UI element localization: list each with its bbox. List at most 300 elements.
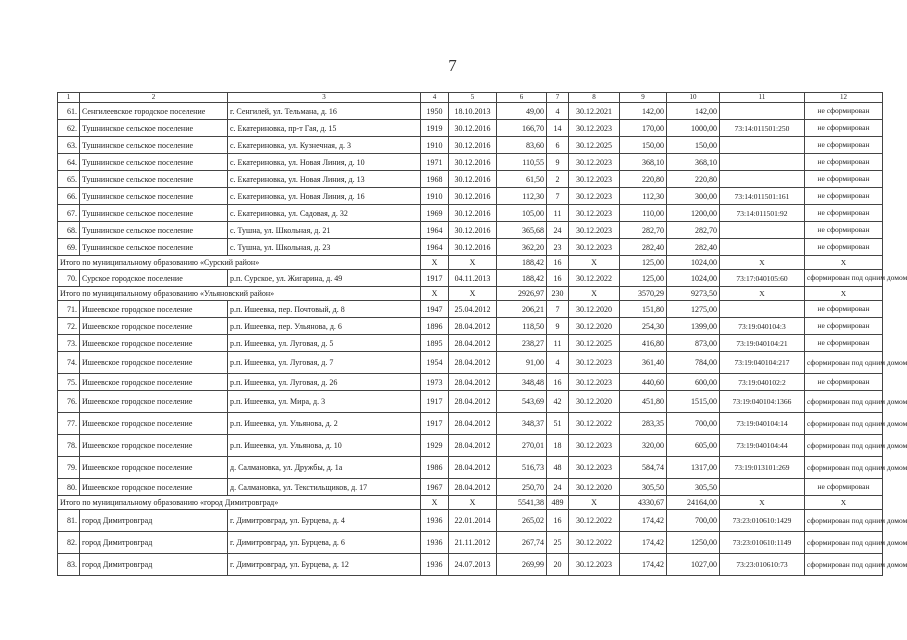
deadline-cell: 30.12.2025 xyxy=(569,335,620,352)
area-cell: 267,74 xyxy=(497,532,547,554)
cost-cell: 873,00 xyxy=(667,335,720,352)
column-number: 7 xyxy=(547,93,569,103)
count-cell: 25 xyxy=(547,532,569,554)
table-row xyxy=(58,391,883,413)
price-cell: 174,42 xyxy=(620,532,667,554)
land-status-cell: не сформирован xyxy=(805,205,883,222)
cadastral-number-cell: 73:19:013101:269 xyxy=(720,457,805,479)
table-row xyxy=(58,137,883,154)
table-row xyxy=(58,457,883,479)
year-cell: 1917 xyxy=(421,391,449,413)
year-cell: 1936 xyxy=(421,510,449,532)
cadastral-number-cell xyxy=(720,479,805,496)
land-status-cell: не сформирован xyxy=(805,103,883,120)
date-cell: X xyxy=(449,287,497,301)
column-number: 4 xyxy=(421,93,449,103)
deadline-cell: 30.12.2023 xyxy=(569,435,620,457)
deadline-cell: 30.12.2023 xyxy=(569,457,620,479)
count-cell: 48 xyxy=(547,457,569,479)
date-cell: 18.10.2013 xyxy=(449,103,497,120)
land-status-cell: сформирован под одним домом xyxy=(805,435,883,457)
area-cell: 5541,38 xyxy=(497,496,547,510)
count-cell: 6 xyxy=(547,137,569,154)
count-cell: 20 xyxy=(547,554,569,576)
area-cell: 61,50 xyxy=(497,171,547,188)
deadline-cell: 30.12.2023 xyxy=(569,222,620,239)
count-cell: 9 xyxy=(547,318,569,335)
year-cell: 1986 xyxy=(421,457,449,479)
column-number: 8 xyxy=(569,93,620,103)
cost-cell: 784,00 xyxy=(667,352,720,374)
cost-cell: 700,00 xyxy=(667,413,720,435)
cadastral-number-cell: 73:23:010610:73 xyxy=(720,554,805,576)
area-cell: 188,42 xyxy=(497,256,547,270)
date-cell: 30.12.2016 xyxy=(449,239,497,256)
area-cell: 270,01 xyxy=(497,435,547,457)
date-cell: 28.04.2012 xyxy=(449,391,497,413)
land-status-cell: не сформирован xyxy=(805,335,883,352)
table-row xyxy=(58,335,883,352)
year-cell: X xyxy=(421,287,449,301)
date-cell: 28.04.2012 xyxy=(449,374,497,391)
deadline-cell: 30.12.2023 xyxy=(569,120,620,137)
price-cell: 305,50 xyxy=(620,479,667,496)
land-status-cell: сформирован под одним домом xyxy=(805,352,883,374)
land-status-cell: не сформирован xyxy=(805,222,883,239)
land-status-cell: сформирован под одним домом xyxy=(805,457,883,479)
price-cell: 4330,67 xyxy=(620,496,667,510)
settlement-cell: Ишеевское городское поселение xyxy=(80,435,228,457)
price-cell: 254,30 xyxy=(620,318,667,335)
cost-cell: 1317,00 xyxy=(667,457,720,479)
year-cell: 1936 xyxy=(421,532,449,554)
price-cell: 174,42 xyxy=(620,554,667,576)
address-cell: р.п. Ишеевка, ул. Ульянова, д. 2 xyxy=(228,413,421,435)
table-row xyxy=(58,479,883,496)
address-cell: р.п. Ишеевка, ул. Луговая, д. 26 xyxy=(228,374,421,391)
year-cell: 1936 xyxy=(421,554,449,576)
land-status-cell: не сформирован xyxy=(805,188,883,205)
row-number: 82. xyxy=(58,532,80,554)
row-number: 79. xyxy=(58,457,80,479)
deadline-cell: 30.12.2023 xyxy=(569,352,620,374)
table-row xyxy=(58,510,883,532)
date-cell: 28.04.2012 xyxy=(449,435,497,457)
deadline-cell: 30.12.2023 xyxy=(569,188,620,205)
year-cell: 1910 xyxy=(421,188,449,205)
address-cell: р.п. Ишеевка, ул. Луговая, д. 7 xyxy=(228,352,421,374)
price-cell: 3570,29 xyxy=(620,287,667,301)
column-number: 2 xyxy=(80,93,228,103)
settlement-cell: Ишеевское городское поселение xyxy=(80,479,228,496)
settlement-cell: Тушнинское сельское поселение xyxy=(80,239,228,256)
cost-cell: 282,70 xyxy=(667,222,720,239)
cadastral-number-cell: X xyxy=(720,256,805,270)
count-cell: 16 xyxy=(547,256,569,270)
date-cell: 21.11.2012 xyxy=(449,532,497,554)
cost-cell: 1399,00 xyxy=(667,318,720,335)
count-cell: 24 xyxy=(547,479,569,496)
date-cell: 25.04.2012 xyxy=(449,301,497,318)
table-row xyxy=(58,154,883,171)
total-row xyxy=(58,256,883,270)
year-cell: 1968 xyxy=(421,171,449,188)
count-cell: 11 xyxy=(547,335,569,352)
settlement-cell: Сурское городское поселение xyxy=(80,270,228,287)
cost-cell: 600,00 xyxy=(667,374,720,391)
housing-register-table xyxy=(57,92,907,576)
row-number: 65. xyxy=(58,171,80,188)
settlement-cell: Тушнинское сельское поселение xyxy=(80,154,228,171)
date-cell: 28.04.2012 xyxy=(449,413,497,435)
column-number: 5 xyxy=(449,93,497,103)
row-number: 83. xyxy=(58,554,80,576)
cadastral-number-cell: 73:14:011501:92 xyxy=(720,205,805,222)
deadline-cell: 30.12.2023 xyxy=(569,171,620,188)
deadline-cell: 30.12.2022 xyxy=(569,510,620,532)
count-cell: 51 xyxy=(547,413,569,435)
price-cell: 282,40 xyxy=(620,239,667,256)
settlement-cell: Ишеевское городское поселение xyxy=(80,413,228,435)
deadline-cell: 30.12.2025 xyxy=(569,137,620,154)
land-status-cell: X xyxy=(805,287,883,301)
table-row xyxy=(58,532,883,554)
cost-cell: 1024,00 xyxy=(667,256,720,270)
area-cell: 362,20 xyxy=(497,239,547,256)
table-row xyxy=(58,435,883,457)
price-cell: 283,35 xyxy=(620,413,667,435)
cadastral-number-cell: X xyxy=(720,496,805,510)
settlement-cell: Ишеевское городское поселение xyxy=(80,318,228,335)
land-status-cell: не сформирован xyxy=(805,479,883,496)
address-cell: д. Салмановка, ул. Дружбы, д. 1а xyxy=(228,457,421,479)
count-cell: 230 xyxy=(547,287,569,301)
cost-cell: 700,00 xyxy=(667,510,720,532)
cadastral-number-cell: 73:19:040104:1366 xyxy=(720,391,805,413)
row-number: 67. xyxy=(58,205,80,222)
count-cell: 2 xyxy=(547,171,569,188)
count-cell: 7 xyxy=(547,301,569,318)
address-cell: д. Салмановка, ул. Текстильщиков, д. 17 xyxy=(228,479,421,496)
address-cell: с. Екатериновка, пр-т Гая, д. 15 xyxy=(228,120,421,137)
price-cell: 125,00 xyxy=(620,256,667,270)
cadastral-number-cell: 73:19:040104:14 xyxy=(720,413,805,435)
cadastral-number-cell xyxy=(720,103,805,120)
price-cell: 451,80 xyxy=(620,391,667,413)
land-status-cell: не сформирован xyxy=(805,171,883,188)
cadastral-number-cell: 73:19:040104:21 xyxy=(720,335,805,352)
year-cell: 1971 xyxy=(421,154,449,171)
deadline-cell: 30.12.2023 xyxy=(569,205,620,222)
cadastral-number-cell: 73:19:040104:217 xyxy=(720,352,805,374)
table-row xyxy=(58,413,883,435)
row-number: 70. xyxy=(58,270,80,287)
deadline-cell: X xyxy=(569,287,620,301)
address-cell: с. Екатериновка, ул. Садовая, д. 32 xyxy=(228,205,421,222)
cost-cell: 305,50 xyxy=(667,479,720,496)
land-status-cell: X xyxy=(805,496,883,510)
cost-cell: 1024,00 xyxy=(667,270,720,287)
row-number: 74. xyxy=(58,352,80,374)
row-number: 71. xyxy=(58,301,80,318)
year-cell: 1969 xyxy=(421,205,449,222)
settlement-cell: Тушнинское сельское поселение xyxy=(80,205,228,222)
area-cell: 348,48 xyxy=(497,374,547,391)
date-cell: 28.04.2012 xyxy=(449,335,497,352)
address-cell: с. Тушна, ул. Школьная, д. 21 xyxy=(228,222,421,239)
deadline-cell: 30.12.2022 xyxy=(569,413,620,435)
deadline-cell: X xyxy=(569,496,620,510)
cadastral-number-cell: 73:19:040102:2 xyxy=(720,374,805,391)
year-cell: 1954 xyxy=(421,352,449,374)
land-status-cell: сформирован под одним домом xyxy=(805,413,883,435)
area-cell: 2926,97 xyxy=(497,287,547,301)
row-number: 66. xyxy=(58,188,80,205)
count-cell: 4 xyxy=(547,352,569,374)
land-status-cell: не сформирован xyxy=(805,239,883,256)
cost-cell: 282,40 xyxy=(667,239,720,256)
address-cell: с. Екатериновка, ул. Кузнечная, д. 3 xyxy=(228,137,421,154)
address-cell: с. Екатериновка, ул. Новая Линия, д. 16 xyxy=(228,188,421,205)
deadline-cell: 30.12.2022 xyxy=(569,532,620,554)
row-number: 75. xyxy=(58,374,80,391)
area-cell: 348,37 xyxy=(497,413,547,435)
cost-cell: 1027,00 xyxy=(667,554,720,576)
date-cell: 30.12.2016 xyxy=(449,205,497,222)
year-cell: 1947 xyxy=(421,301,449,318)
count-cell: 42 xyxy=(547,391,569,413)
cadastral-number-cell: 73:19:040104:44 xyxy=(720,435,805,457)
row-number: 64. xyxy=(58,154,80,171)
date-cell: 28.04.2012 xyxy=(449,352,497,374)
price-cell: 440,60 xyxy=(620,374,667,391)
area-cell: 166,70 xyxy=(497,120,547,137)
count-cell: 11 xyxy=(547,205,569,222)
cost-cell: 1275,00 xyxy=(667,301,720,318)
address-cell: г. Димитровград, ул. Бурцева, д. 6 xyxy=(228,532,421,554)
year-cell: X xyxy=(421,496,449,510)
count-cell: 489 xyxy=(547,496,569,510)
count-cell: 14 xyxy=(547,120,569,137)
count-cell: 23 xyxy=(547,239,569,256)
year-cell: 1919 xyxy=(421,120,449,137)
row-number: 73. xyxy=(58,335,80,352)
settlement-cell: Ишеевское городское поселение xyxy=(80,457,228,479)
count-cell: 7 xyxy=(547,188,569,205)
deadline-cell: 30.12.2022 xyxy=(569,270,620,287)
area-cell: 110,55 xyxy=(497,154,547,171)
price-cell: 170,00 xyxy=(620,120,667,137)
table-row xyxy=(58,270,883,287)
price-cell: 142,00 xyxy=(620,103,667,120)
land-status-cell: не сформирован xyxy=(805,301,883,318)
cost-cell: 300,00 xyxy=(667,188,720,205)
table-row xyxy=(58,103,883,120)
page-number: 7 xyxy=(448,56,457,75)
price-cell: 220,80 xyxy=(620,171,667,188)
row-number: 63. xyxy=(58,137,80,154)
cadastral-number-cell: 73:23:010610:1149 xyxy=(720,532,805,554)
settlement-cell: Ишеевское городское поселение xyxy=(80,352,228,374)
row-number: 76. xyxy=(58,391,80,413)
price-cell: 125,00 xyxy=(620,270,667,287)
deadline-cell: X xyxy=(569,256,620,270)
address-cell: р.п. Ишеевка, пер. Почтовый, д. 8 xyxy=(228,301,421,318)
date-cell: 28.04.2012 xyxy=(449,457,497,479)
area-cell: 543,69 xyxy=(497,391,547,413)
year-cell: 1917 xyxy=(421,270,449,287)
cadastral-number-cell xyxy=(720,171,805,188)
cadastral-number-cell xyxy=(720,301,805,318)
count-cell: 24 xyxy=(547,222,569,239)
count-cell: 9 xyxy=(547,154,569,171)
price-cell: 151,80 xyxy=(620,301,667,318)
year-cell: 1973 xyxy=(421,374,449,391)
land-status-cell: сформирован под одним домом xyxy=(805,270,883,287)
column-number: 10 xyxy=(667,93,720,103)
row-number: 69. xyxy=(58,239,80,256)
cost-cell: 1515,00 xyxy=(667,391,720,413)
cost-cell: 368,10 xyxy=(667,154,720,171)
deadline-cell: 30.12.2020 xyxy=(569,318,620,335)
address-cell: р.п. Сурское, ул. Жигарина, д. 49 xyxy=(228,270,421,287)
address-cell: р.п. Ишеевка, ул. Мира, д. 3 xyxy=(228,391,421,413)
cost-cell: 142,00 xyxy=(667,103,720,120)
area-cell: 516,73 xyxy=(497,457,547,479)
table-row xyxy=(58,301,883,318)
date-cell: X xyxy=(449,256,497,270)
deadline-cell: 30.12.2023 xyxy=(569,154,620,171)
settlement-cell: Ишеевское городское поселение xyxy=(80,335,228,352)
count-cell: 16 xyxy=(547,374,569,391)
date-cell: 30.12.2016 xyxy=(449,120,497,137)
date-cell: 30.12.2016 xyxy=(449,137,497,154)
date-cell: X xyxy=(449,496,497,510)
land-status-cell: не сформирован xyxy=(805,318,883,335)
column-number: 6 xyxy=(497,93,547,103)
area-cell: 238,27 xyxy=(497,335,547,352)
total-label: Итого по муниципальному образованию «город Димитровград» xyxy=(58,496,421,510)
deadline-cell: 30.12.2020 xyxy=(569,391,620,413)
year-cell: 1964 xyxy=(421,239,449,256)
address-cell: р.п. Ишеевка, пер. Ульянова, д. 6 xyxy=(228,318,421,335)
land-status-cell: не сформирован xyxy=(805,137,883,154)
land-status-cell: не сформирован xyxy=(805,154,883,171)
row-number: 77. xyxy=(58,413,80,435)
settlement-cell: Тушнинское сельское поселение xyxy=(80,222,228,239)
cadastral-number-cell xyxy=(720,154,805,171)
column-number: 9 xyxy=(620,93,667,103)
land-status-cell: сформирован под одним домом xyxy=(805,391,883,413)
area-cell: 250,70 xyxy=(497,479,547,496)
area-cell: 188,42 xyxy=(497,270,547,287)
area-cell: 83,60 xyxy=(497,137,547,154)
year-cell: 1895 xyxy=(421,335,449,352)
year-cell: 1929 xyxy=(421,435,449,457)
price-cell: 361,40 xyxy=(620,352,667,374)
cost-cell: 9273,50 xyxy=(667,287,720,301)
date-cell: 30.12.2016 xyxy=(449,188,497,205)
column-number: 11 xyxy=(720,93,805,103)
date-cell: 30.12.2016 xyxy=(449,222,497,239)
area-cell: 206,21 xyxy=(497,301,547,318)
date-cell: 24.07.2013 xyxy=(449,554,497,576)
cadastral-number-cell: 73:14:011501:161 xyxy=(720,188,805,205)
table-row xyxy=(58,171,883,188)
year-cell: 1917 xyxy=(421,413,449,435)
row-number: 68. xyxy=(58,222,80,239)
table-row xyxy=(58,374,883,391)
price-cell: 110,00 xyxy=(620,205,667,222)
cadastral-number-cell: 73:23:010610:1429 xyxy=(720,510,805,532)
total-label: Итого по муниципальному образованию «Ульяновский район» xyxy=(58,287,421,301)
total-row xyxy=(58,496,883,510)
deadline-cell: 30.12.2021 xyxy=(569,103,620,120)
row-number: 78. xyxy=(58,435,80,457)
column-number: 3 xyxy=(228,93,421,103)
cadastral-number-cell: X xyxy=(720,287,805,301)
column-number-row xyxy=(58,93,883,103)
cost-cell: 1250,00 xyxy=(667,532,720,554)
deadline-cell: 30.12.2023 xyxy=(569,374,620,391)
address-cell: г. Сенгилей, ул. Тельмана, д. 16 xyxy=(228,103,421,120)
area-cell: 265,02 xyxy=(497,510,547,532)
address-cell: с. Тушна, ул. Школьная, д. 23 xyxy=(228,239,421,256)
price-cell: 174,42 xyxy=(620,510,667,532)
column-number: 1 xyxy=(58,93,80,103)
land-status-cell: сформирован под одним домом xyxy=(805,554,883,576)
row-number: 72. xyxy=(58,318,80,335)
year-cell: 1950 xyxy=(421,103,449,120)
land-status-cell: X xyxy=(805,256,883,270)
settlement-cell: Ишеевское городское поселение xyxy=(80,374,228,391)
address-cell: р.п. Ишеевка, ул. Ульянова, д. 10 xyxy=(228,435,421,457)
area-cell: 91,00 xyxy=(497,352,547,374)
cost-cell: 150,00 xyxy=(667,137,720,154)
settlement-cell: город Димитровград xyxy=(80,510,228,532)
land-status-cell: сформирован под одним домом xyxy=(805,510,883,532)
table-row xyxy=(58,222,883,239)
address-cell: р.п. Ишеевка, ул. Луговая, д. 5 xyxy=(228,335,421,352)
table-row xyxy=(58,318,883,335)
cadastral-number-cell xyxy=(720,222,805,239)
address-cell: г. Димитровград, ул. Бурцева, д. 4 xyxy=(228,510,421,532)
deadline-cell: 30.12.2020 xyxy=(569,301,620,318)
settlement-cell: Сенгилеевское городское поселение xyxy=(80,103,228,120)
settlement-cell: Тушнинское сельское поселение xyxy=(80,171,228,188)
cost-cell: 1200,00 xyxy=(667,205,720,222)
price-cell: 320,00 xyxy=(620,435,667,457)
settlement-cell: Тушнинское сельское поселение xyxy=(80,188,228,205)
price-cell: 282,70 xyxy=(620,222,667,239)
price-cell: 112,30 xyxy=(620,188,667,205)
total-label: Итого по муниципальному образованию «Сурский район» xyxy=(58,256,421,270)
count-cell: 16 xyxy=(547,270,569,287)
settlement-cell: Ишеевское городское поселение xyxy=(80,301,228,318)
deadline-cell: 30.12.2023 xyxy=(569,554,620,576)
price-cell: 416,80 xyxy=(620,335,667,352)
land-status-cell: не сформирован xyxy=(805,374,883,391)
settlement-cell: Тушнинское сельское поселение xyxy=(80,120,228,137)
area-cell: 118,50 xyxy=(497,318,547,335)
count-cell: 16 xyxy=(547,510,569,532)
address-cell: с. Екатериновка, ул. Новая Линия, д. 10 xyxy=(228,154,421,171)
table-row xyxy=(58,205,883,222)
column-number: 12 xyxy=(805,93,883,103)
year-cell: 1964 xyxy=(421,222,449,239)
cost-cell: 605,00 xyxy=(667,435,720,457)
date-cell: 28.04.2012 xyxy=(449,318,497,335)
